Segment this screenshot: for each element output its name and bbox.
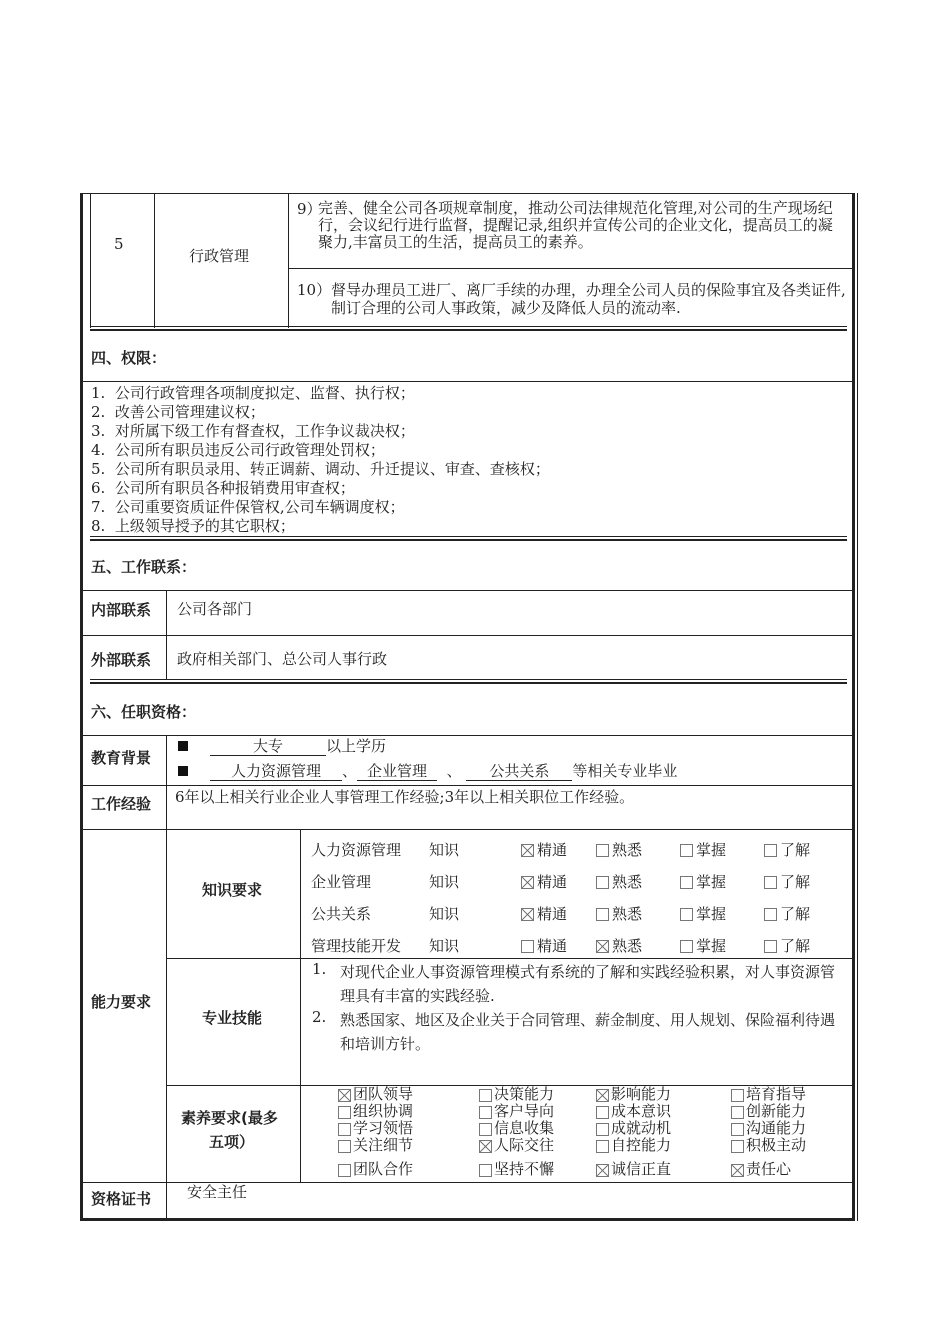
knowledge-level-checkbox[interactable] — [680, 876, 693, 889]
quality-label-item: 客户导向 — [494, 1102, 555, 1120]
knowledge-level-label: 了解 — [780, 937, 811, 955]
quality-label-item: 决策能力 — [494, 1085, 555, 1103]
authority-item: 4. 公司所有职员违反公司行政管理处罚权； — [91, 441, 385, 459]
knowledge-level-label: 掌握 — [696, 937, 727, 955]
authority-item: 1. 公司行政管理各项制度拟定、监督、执行权； — [91, 384, 415, 402]
knowledge-level-label: 熟悉 — [612, 905, 643, 923]
education-major-line — [210, 762, 677, 781]
quality-checkbox[interactable] — [596, 1106, 609, 1119]
quality-checkbox[interactable] — [338, 1123, 351, 1136]
divider — [288, 268, 852, 269]
knowledge-level-checkbox[interactable] — [680, 844, 693, 857]
quality-checkbox[interactable] — [479, 1164, 492, 1177]
internal-relation-value: 公司各部门 — [177, 600, 253, 618]
knowledge-level-label: 精通 — [537, 873, 568, 891]
table-left-border — [80, 193, 83, 1221]
education-major-3: 公共关系 — [466, 763, 572, 781]
authority-item: 8. 上级领导授予的其它职权； — [91, 517, 295, 535]
education-label: 教育背景 — [91, 749, 152, 767]
knowledge-level-label: 精通 — [537, 937, 568, 955]
knowledge-level-label: 熟悉 — [612, 841, 643, 859]
knowledge-level-label: 熟悉 — [612, 937, 643, 955]
duty-item-9-text: 完善、健全公司各项规章制度，推动公司法律规范化管理,对公司的生产现场纪行，会议纪行进行监督，提醒记录,组织并宣传公司的企业文化，提高员工的凝聚力,丰富员工的生活，提高员工的素养。 — [318, 199, 833, 251]
quality-label-item: 成就动机 — [611, 1119, 672, 1137]
knowledge-subject: 企业管理 — [311, 873, 372, 891]
knowledge-level-label: 熟悉 — [612, 873, 643, 891]
authority-item: 3. 对所属下级工作有督查权，工作争议裁决权； — [91, 422, 415, 440]
divider — [80, 829, 854, 830]
knowledge-level-checkbox[interactable] — [764, 876, 777, 889]
qualifications-heading: 六、任职资格： — [91, 703, 197, 721]
quality-label-item: 团队合作 — [353, 1160, 414, 1178]
quality-checkbox[interactable] — [479, 1106, 492, 1119]
quality-checkbox[interactable] — [479, 1140, 492, 1153]
row-number: 5 — [114, 235, 124, 253]
quality-checkbox[interactable] — [596, 1140, 609, 1153]
quality-label-item: 团队领导 — [353, 1085, 414, 1103]
section-double-rule — [90, 536, 847, 537]
knowledge-type: 知识 — [429, 937, 460, 955]
skill-text: 对现代企业人事资源管理模式有系统的了解和实践经验积累，对人事资源管理具有丰富的实践经验. — [340, 963, 836, 1005]
knowledge-level-label: 了解 — [780, 873, 811, 891]
section-double-rule — [90, 326, 847, 327]
knowledge-level-label: 掌握 — [696, 873, 727, 891]
duty-item-9-number: 9） — [297, 200, 322, 218]
authority-item: 7. 公司重要资质证件保管权,公司车辆调度权； — [91, 498, 405, 516]
knowledge-subject: 管理技能开发 — [311, 937, 402, 955]
knowledge-level-label: 掌握 — [696, 841, 727, 859]
divider — [90, 193, 91, 328]
knowledge-level-checkbox[interactable] — [764, 908, 777, 921]
quality-checkbox[interactable] — [596, 1089, 609, 1102]
knowledge-level-checkbox[interactable] — [521, 876, 534, 889]
bullet-square-icon — [178, 766, 188, 776]
divider — [80, 735, 854, 736]
knowledge-type: 知识 — [429, 873, 460, 891]
quality-checkbox[interactable] — [596, 1164, 609, 1177]
divider — [166, 958, 854, 959]
knowledge-level-checkbox[interactable] — [596, 844, 609, 857]
experience-label: 工作经验 — [91, 795, 152, 813]
table-top-border — [80, 193, 855, 194]
external-relation-value: 政府相关部门、总公司人事行政 — [177, 650, 388, 668]
quality-checkbox[interactable] — [479, 1089, 492, 1102]
divider — [166, 735, 167, 1219]
divider — [288, 193, 289, 328]
divider — [80, 785, 854, 786]
knowledge-subject: 公共关系 — [311, 905, 372, 923]
education-major-sep-1: 、 — [342, 762, 358, 780]
certificate-label: 资格证书 — [91, 1190, 152, 1208]
skill-text: 熟悉国家、地区及企业关于合同管理、薪金制度、用人规划、保险福利待遇和培训方针。 — [340, 1011, 836, 1053]
knowledge-level-label: 精通 — [537, 841, 568, 859]
knowledge-level-checkbox[interactable] — [764, 844, 777, 857]
section-double-rule — [90, 682, 847, 684]
duty-category: 行政管理 — [189, 247, 250, 265]
quality-checkbox[interactable] — [338, 1089, 351, 1102]
quality-label: 五项） — [209, 1133, 255, 1151]
knowledge-level-checkbox[interactable] — [521, 908, 534, 921]
authority-item: 2. 改善公司管理建议权； — [91, 403, 265, 421]
quality-label-item: 影响能力 — [611, 1085, 672, 1103]
external-relation-label: 外部联系 — [91, 651, 152, 669]
quality-checkbox[interactable] — [731, 1123, 744, 1136]
certificate-value: 安全主任 — [187, 1183, 248, 1201]
quality-label-item: 组织协调 — [353, 1102, 414, 1120]
divider — [154, 193, 155, 328]
education-major-sep-2: 、 — [446, 762, 462, 780]
quality-checkbox[interactable] — [338, 1106, 351, 1119]
table-right-border-thin — [857, 193, 858, 1221]
knowledge-level-checkbox[interactable] — [680, 940, 693, 953]
quality-checkbox[interactable] — [731, 1106, 744, 1119]
quality-checkbox[interactable] — [338, 1164, 351, 1177]
education-degree-suffix: 以上学历 — [326, 737, 387, 755]
knowledge-level-label: 了解 — [780, 841, 811, 859]
quality-label-item: 关注细节 — [353, 1136, 414, 1154]
knowledge-level-label: 精通 — [537, 905, 568, 923]
divider — [80, 381, 854, 382]
table-bottom-border — [80, 1218, 855, 1221]
skill-number: 2. — [312, 1008, 327, 1026]
knowledge-level-checkbox[interactable] — [764, 940, 777, 953]
duty-item-10-number: 10） — [297, 281, 332, 299]
ability-label: 能力要求 — [91, 993, 152, 1011]
internal-relation-label: 内部联系 — [91, 601, 152, 619]
knowledge-level-checkbox[interactable] — [596, 908, 609, 921]
bullet-square-icon — [178, 741, 188, 751]
divider — [80, 590, 854, 591]
section-double-rule — [90, 679, 847, 680]
table-right-border — [852, 193, 855, 1221]
quality-label-item: 责任心 — [746, 1160, 792, 1178]
knowledge-level-checkbox[interactable] — [521, 940, 534, 953]
authority-item: 6. 公司所有职员各种报销费用审查权； — [91, 479, 355, 497]
authority-item: 5. 公司所有职员录用、转正调薪、调动、升迁提议、审查、查核权； — [91, 460, 550, 478]
knowledge-label: 知识要求 — [202, 881, 263, 899]
quality-label-item: 诚信正直 — [611, 1160, 672, 1178]
quality-label-item: 自控能力 — [611, 1136, 672, 1154]
authority-heading: 四、权限： — [91, 349, 167, 367]
quality-label-item: 信息收集 — [494, 1119, 555, 1137]
education-degree-line — [210, 737, 386, 756]
section-double-rule — [90, 329, 847, 331]
quality-checkbox[interactable] — [731, 1089, 744, 1102]
divider — [80, 635, 854, 636]
quality-label-item: 坚持不懈 — [494, 1160, 555, 1178]
quality-label-item: 创新能力 — [746, 1102, 807, 1120]
education-major-suffix: 等相关专业毕业 — [572, 762, 678, 780]
quality-checkbox[interactable] — [731, 1140, 744, 1153]
quality-checkbox[interactable] — [731, 1164, 744, 1177]
quality-checkbox[interactable] — [338, 1140, 351, 1153]
skill-label: 专业技能 — [202, 1009, 263, 1027]
quality-label-item: 积极主动 — [746, 1136, 807, 1154]
quality-label-item: 学习领悟 — [353, 1119, 414, 1137]
quality-label-item: 成本意识 — [611, 1102, 672, 1120]
knowledge-level-checkbox[interactable] — [521, 844, 534, 857]
quality-label-item: 沟通能力 — [746, 1119, 807, 1137]
quality-label: 素养要求(最多 — [181, 1109, 278, 1127]
quality-label-item: 人际交往 — [494, 1136, 555, 1154]
divider — [300, 829, 301, 1183]
knowledge-level-label: 了解 — [780, 905, 811, 923]
quality-label-item: 培育指导 — [746, 1085, 807, 1103]
experience-value: 6年以上相关行业企业人事管理工作经验;3年以上相关职位工作经验。 — [175, 788, 635, 806]
education-major-1: 人力资源管理 — [210, 763, 342, 781]
relations-heading: 五、工作联系： — [91, 558, 197, 576]
knowledge-type: 知识 — [429, 905, 460, 923]
knowledge-level-checkbox[interactable] — [680, 908, 693, 921]
knowledge-level-label: 掌握 — [696, 905, 727, 923]
duty-item-10-text: 督导办理员工进厂、离厂手续的办理，办理全公司人员的保险事宜及各类证件,制订合理的公司人事政策，减少及降低人员的流动率. — [331, 281, 846, 317]
education-major-2: 企业管理 — [357, 763, 437, 781]
education-degree-value: 大专 — [210, 738, 326, 756]
quality-checkbox[interactable] — [479, 1123, 492, 1136]
knowledge-type: 知识 — [429, 841, 460, 859]
section-double-rule — [90, 539, 847, 541]
knowledge-level-checkbox[interactable] — [596, 940, 609, 953]
knowledge-level-checkbox[interactable] — [596, 876, 609, 889]
skill-number: 1. — [312, 960, 327, 978]
knowledge-subject: 人力资源管理 — [311, 841, 402, 859]
quality-checkbox[interactable] — [596, 1123, 609, 1136]
